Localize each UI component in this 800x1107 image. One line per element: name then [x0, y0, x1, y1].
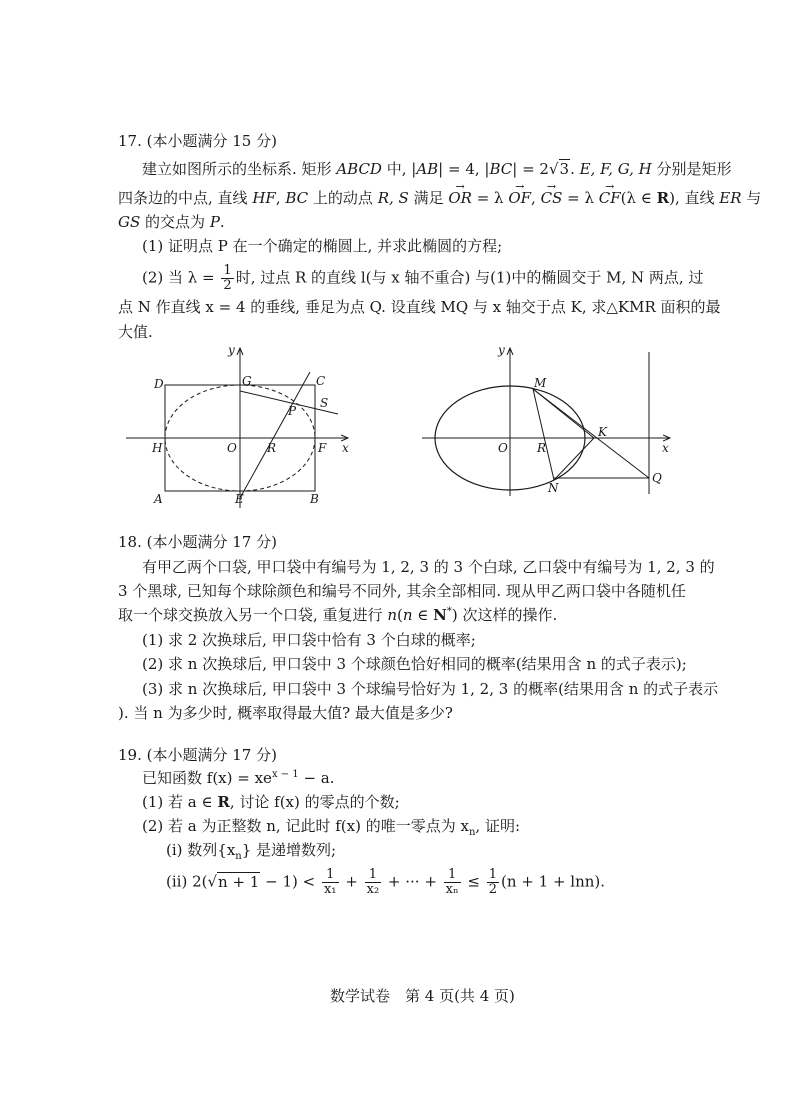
label-o: O [498, 441, 508, 455]
q19-part2: (2) 若 a 为正整数 n, 记此时 f(x) 的唯一零点为 $x_n$, 证明: [142, 817, 520, 838]
q18-part3-line1: (3) 求 n 次换球后, 甲口袋中 3 个球编号恰好为 1, 2, 3 的概率(结果用含 n 的式子表示 [142, 680, 719, 698]
q18-stem-line1: 有甲乙两个口袋, 甲口袋中有编号为 1, 2, 3 的 3 个白球, 乙口袋中有编号为 1, 2, 3 的 [142, 558, 715, 576]
label-c: C [316, 374, 326, 388]
q17-stem-line3: GS 的交点为 P. [118, 213, 225, 231]
q19-part1: (1) 若 a ∈ R, 讨论 f(x) 的零点的个数; [142, 793, 400, 811]
label-a: A [154, 492, 163, 506]
q17-header: 17. (本小题满分 15 分) [118, 132, 277, 150]
label-h: H [152, 441, 163, 455]
q18-header: 18. (本小题满分 17 分) [118, 533, 277, 551]
fraction-1-over-x1: $\frac{1}{\text{x₁}}$ [323, 867, 337, 897]
label-x: x [342, 441, 349, 455]
q17-stem-line2: 四条边的中点, 直线 HF, BC 上的动点 R, S 满足 → OR = λ → OF, → CS = λ → CF(λ ∈ R), 直线 ER 与 [118, 188, 761, 208]
q18-part1: (1) 求 2 次换球后, 甲口袋中恰有 3 个白球的概率; [142, 631, 476, 649]
label-x: x [662, 441, 669, 455]
label-g: G [242, 374, 252, 388]
label-p: P [288, 404, 297, 418]
label-r: R [537, 441, 547, 455]
fraction-1-over-x2: $\frac{1}{\text{x₂}}$ [366, 867, 380, 897]
label-n: N [548, 481, 559, 495]
q18-part3-line2: ). 当 n 为多少时, 概率取得最大值? 最大值是多少? [118, 704, 453, 722]
label-y: y [228, 343, 235, 357]
figure-ellipse-triangle [418, 340, 680, 500]
q17-part2-line3: 大值. [118, 323, 153, 341]
line-nk [554, 438, 594, 480]
label-k: K [598, 425, 607, 439]
q18-stem-line2: 3 个黑球, 已知每个球除颜色和编号不同外, 其余全部相同. 现从甲乙两口袋中各随机任 [118, 582, 686, 600]
label-d: D [154, 377, 164, 391]
q18-part2: (2) 求 n 次换球后, 甲口袋中 3 个球颜色恰好相同的概率(结果用含 n 的式子表示); [142, 655, 687, 673]
q17-part2-line2: 点 N 作直线 x = 4 的垂线, 垂足为点 Q. 设直线 MQ 与 x 轴交于点 K, 求△KMR 面积的最 [118, 298, 721, 316]
label-e: E [235, 492, 244, 506]
label-b: B [310, 492, 319, 506]
page-footer: 数学试卷 第 4 页(共 4 页) [330, 987, 515, 1005]
q19-header: 19. (本小题满分 17 分) [118, 746, 277, 764]
label-r: R [267, 441, 277, 455]
fraction-1-over-xn: $\frac{1}{\text{xₙ}}$ [445, 867, 459, 897]
q17-part2-line1: (2) 当 λ = $\frac{1}{2}$ 时, 过点 R 的直线 l(与 x 轴不重合) 与(1)中的椭圆交于 M, N 两点, 过 [142, 263, 704, 293]
label-q: Q [652, 471, 662, 485]
q19-sub1: (i) 数列$\{x_n\}$ 是递增数列; [166, 841, 337, 862]
fraction-one-half: $\frac{1}{2}$ [223, 263, 232, 293]
q18-stem-line3: 取一个球交换放入另一个口袋, 重复进行 n(n ∈ N*) 次这样的操作. [118, 606, 558, 624]
label-y: y [498, 343, 505, 357]
figure-rectangle-ellipse [120, 340, 360, 512]
q17-part1: (1) 证明点 P 在一个确定的椭圆上, 并求此椭圆的方程; [142, 237, 503, 255]
fraction-one-half: $\frac{1}{2}$ [488, 867, 498, 897]
label-s: S [320, 396, 329, 410]
label-f: F [318, 441, 327, 455]
q19-stem: 已知函数 $f(x) = xe^{x - 1} - a$. [142, 769, 335, 787]
label-m: M [534, 376, 547, 390]
label-o: O [227, 441, 237, 455]
q19-sub2: (ii) 2(√n + 1 − 1) < $\frac{1}{\text{x₁}}$ + $\frac{1}{\text{x₂}}$ + ··· + $\frac{1}{\text{xₙ}}$ ≤ $\frac{1}{2}$ (n + 1 + lnn). [166, 867, 606, 897]
q17-stem-line1: 建立如图所示的坐标系. 矩形 ABCD 中, |AB| = 4, |BC| = 2√3. E, F, G, H 分别是矩形 [142, 160, 732, 178]
